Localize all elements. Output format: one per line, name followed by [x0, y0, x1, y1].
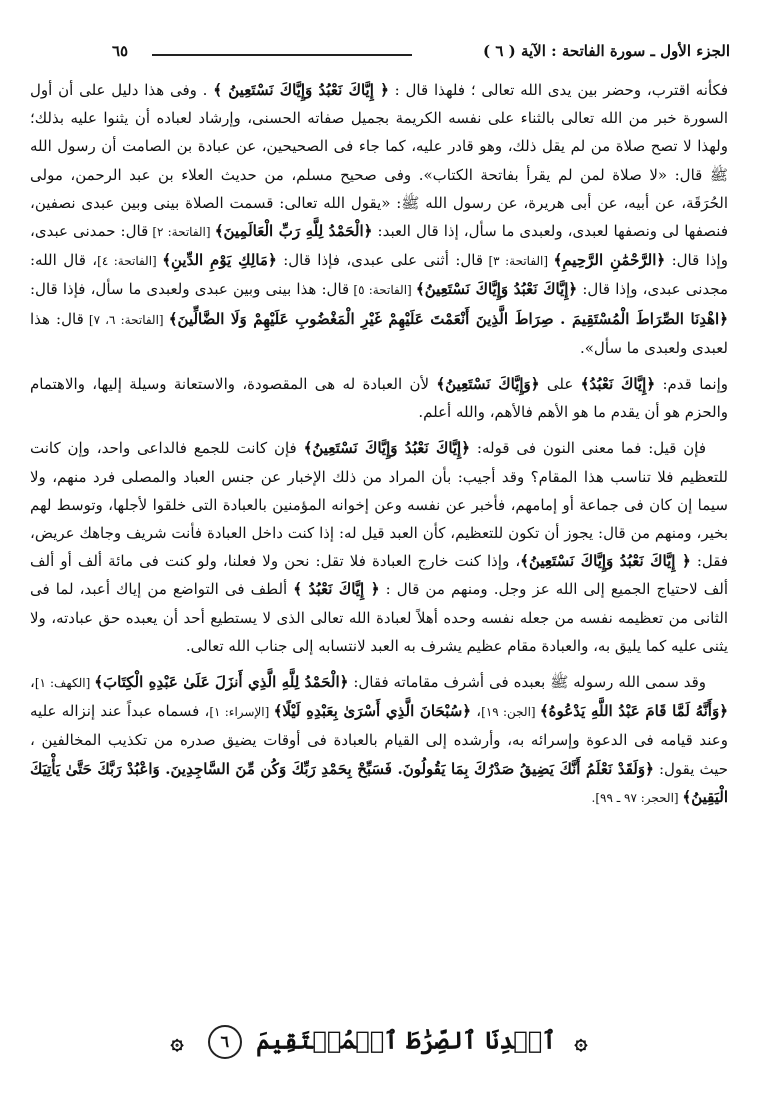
quran-quote: ﴿الْحَمْدُ لِلَّهِ الَّذِي أَنزَلَ عَلَىٰ عَبْدِهِ الْكِتَابَ﴾	[94, 673, 349, 692]
quran-quote: ﴿وَلَقَدْ نَعْلَمُ أَنَّكَ يَضِيقُ صَدْرُكَ بِمَا يَقُولُونَ. فَسَبِّحْ بِحَمْدِ رَبِّكَ وَكُن مِّنَ السَّاجِدِينَ. وَاعْبُدْ رَبَّكَ حَتَّىٰ يَأْتِيَكَ الْيَقِينُ﴾	[30, 759, 728, 806]
body-text: ،	[30, 673, 35, 692]
quran-quote: ﴿إِيَّاكَ نَعْبُدُ وَإِيَّاكَ نَسْتَعِينُ﴾	[303, 439, 471, 458]
verse-reference: [الحجر: ٩٧ ـ ٩٩].	[591, 790, 683, 805]
quran-quote: ﴿وَإِيَّاكَ نَسْتَعِينُ﴾	[436, 375, 540, 394]
body-text: فإن قيل: فما معنى النون فى قوله:	[470, 439, 706, 458]
verse-reference: [الإسراء: ١]	[209, 705, 274, 720]
page-body	[30, 76, 728, 820]
body-text: قال: حمدنى عبدى، وإذا قال:	[30, 222, 728, 270]
verse-reference: [الفاتحة: ٣]	[483, 254, 554, 269]
quran-quote: ﴿اهْدِنَا الصِّرَاطَ الْمُسْتَقِيمَ . صِرَاطَ الَّذِينَ أَنْعَمْتَ عَلَيْهِمْ غَيْرِ الْمَغْضُوبِ عَلَيْهِمْ وَلَا الضَّالِّينَ﴾	[168, 309, 729, 328]
paragraph	[30, 434, 728, 660]
paragraph	[30, 668, 728, 812]
verse-reference: [الفاتحة: ٦، ٧]	[83, 312, 169, 327]
body-text: ، قال الله: مجدنى عبدى، وإذا قال:	[30, 251, 728, 299]
body-text: قال: هذا بينى وبين عبدى ولعبدى ما سأل، فإذا قال:	[30, 280, 350, 299]
body-text: . وفى هذا دليل على أن أول السورة خبر من الله تعالى بالثناء على نفسه الكريمة بجميل صفاته الحسنى، وإرشاد لعباده أن يثنوا عليه بذلك؛ ولهذا لا تصح صلاة من لم يقل ذلك، وهو قادر عليه، كما جاء فى الصحيحين، عن عبادة بن الصامت أن رسول الله ﷺ قال: «لا صلاة لمن لم يقرأ بفاتحة الكتاب». وفى صحيح مسلم، من حديث العلاء بن عبد الرحمن، مولى الحُرَقَة، عن أبيه، عن أبى هريرة، عن رسول الله ﷺ: «يقول الله تعالى: قسمت الصلاة بينى وبين عبدى نصفين، فنصفها لى ونصفها لعبدى، ولعبدى ما سأل، إذا قال العبد:	[30, 81, 729, 241]
right-ornament-icon: ۞	[574, 1028, 588, 1055]
left-ornament-icon: ۞	[170, 1028, 184, 1055]
quran-quote: ﴿إِيَّاكَ نَعْبُدُ﴾	[580, 375, 656, 394]
body-text: فإن كانت للجمع فالداعى واحد، وإن كانت للتعظيم فلا تناسب هذا المقام؟ وقد أجيب: بأن المراد من ذلك الإخبار عن جنس العباد والمصلى فرد منهم، ولا سيما إن كان فى جماعة أو إمامهم، فأخبر عن نفسه وعن إخوانه المؤمنين بالعبادة التى خلقوا لأجلها، وتوسط لهم بخير، ومنهم من قال: يجوز أن تكون للتعظيم، كأن العبد قيل له: إذا كنت داخل العبادة فأنت شريف وجاهك عريض، فقل:	[30, 439, 728, 571]
body-text: فكأنه اقترب، وحضر بين يدى الله تعالى ؛ فلهذا قال :	[388, 81, 728, 99]
body-text: على	[539, 375, 581, 394]
verse-reference: [الجن: ١٩]	[481, 705, 540, 720]
quran-quote: ﴿مَالِكِ يَوْمِ الدِّينِ﴾	[162, 251, 277, 270]
quran-quote: ﴿إِيَّاكَ نَعْبُدُ وَإِيَّاكَ نَسْتَعِينُ﴾	[415, 280, 578, 299]
quran-quote: ﴿الرَّحْمَٰنِ الرَّحِيمِ﴾	[553, 251, 666, 270]
body-text: قال: أثنى على عبدى، فإذا قال:	[276, 251, 484, 270]
paragraph	[30, 76, 728, 362]
verse-reference: [الكهف: ١]	[34, 676, 95, 691]
quran-quote: ﴿وَأَنَّهُ لَمَّا قَامَ عَبْدُ اللَّهِ يَدْعُوهُ﴾	[539, 702, 729, 721]
body-text: وإنما قدم:	[655, 375, 729, 394]
quran-quote: ﴿ إِيَّاكَ نَعْبُدُ وَإِيَّاكَ نَسْتَعِينُ ﴾	[213, 81, 389, 99]
body-text: ، فسماه عبداً عند إنزاله عليه وعند قيامه فى الدعوة وإسرائه به، وأرشده إلى القيام بالعبادة فى أوقات يضيق صدره من تكذيب المخالفين ، حيث يقول:	[30, 702, 729, 778]
body-text: وقد سمى الله رسوله ﷺ بعبده فى أشرف مقاماته فقال:	[348, 673, 706, 692]
body-text: ،	[471, 702, 482, 721]
verse-reference: [الفاتحة: ٢]	[148, 225, 215, 240]
quran-quote: ﴿ إِيَّاكَ نَعْبُدُ ﴾	[293, 580, 380, 599]
verse-reference: [الفاتحة: ٥]	[349, 283, 416, 298]
quran-quote: ﴿ إِيَّاكَ نَعْبُدُ وَإِيَّاكَ نَسْتَعِينُ﴾	[520, 552, 691, 571]
header-rule	[152, 54, 412, 56]
verse-reference: [الفاتحة: ٤]	[97, 254, 163, 269]
body-text: ، وإذا كنت خارج العبادة فلا تقل: نحن ولا فعلنا، ولو كنت فى مائة ألف أو ألف ألف لاحتياج الجميع إلى الله عز وجل. ومنهم من قال :	[30, 552, 728, 599]
running-title: الجزء الأول ـ سورة الفاتحة : الآية ( ٦ )	[483, 42, 730, 60]
quran-quote: ﴿سُبْحَانَ الَّذِي أَسْرَىٰ بِعَبْدِهِ لَيْلًا﴾	[273, 702, 472, 721]
page-number: ٦٥	[112, 42, 129, 60]
body-text: لأن العبادة له هى المقصودة، والاستعانة وسيلة إليها، والاهتمام والحزم هو أن يقدم ما هو الأهم فالأهم، والله أعلم.	[30, 375, 728, 422]
verse-ornament	[0, 1025, 758, 1059]
page-header	[112, 36, 730, 66]
ayah-number-badge: ٦	[208, 1025, 242, 1059]
paragraph	[30, 370, 728, 426]
body-text: ألطف فى التواضع من إياك أعبد، لما فى الثانى من تعظيمه نفسه من جعله نفسه وحده أهلاً لعبادة الله تعالى الذى لا يستطيع أحد أن يعبده حق عبادته، ولا يثنى عليه كما يليق به، والعبادة مقام عظيم يشرف به العبد لانتسابه إلى جناب الله تعالى.	[30, 580, 728, 655]
quran-quote: ﴿الْحَمْدُ لِلَّهِ رَبِّ الْعَالَمِينَ﴾	[214, 222, 373, 241]
verse-text: ٱهۡدِنَا ٱلصِّرَٰطَ ٱلۡمُسۡتَقِيمَ	[256, 1025, 557, 1055]
body-text: قال: هذا لعبدى ولعبدى ما سأل».	[30, 309, 728, 357]
